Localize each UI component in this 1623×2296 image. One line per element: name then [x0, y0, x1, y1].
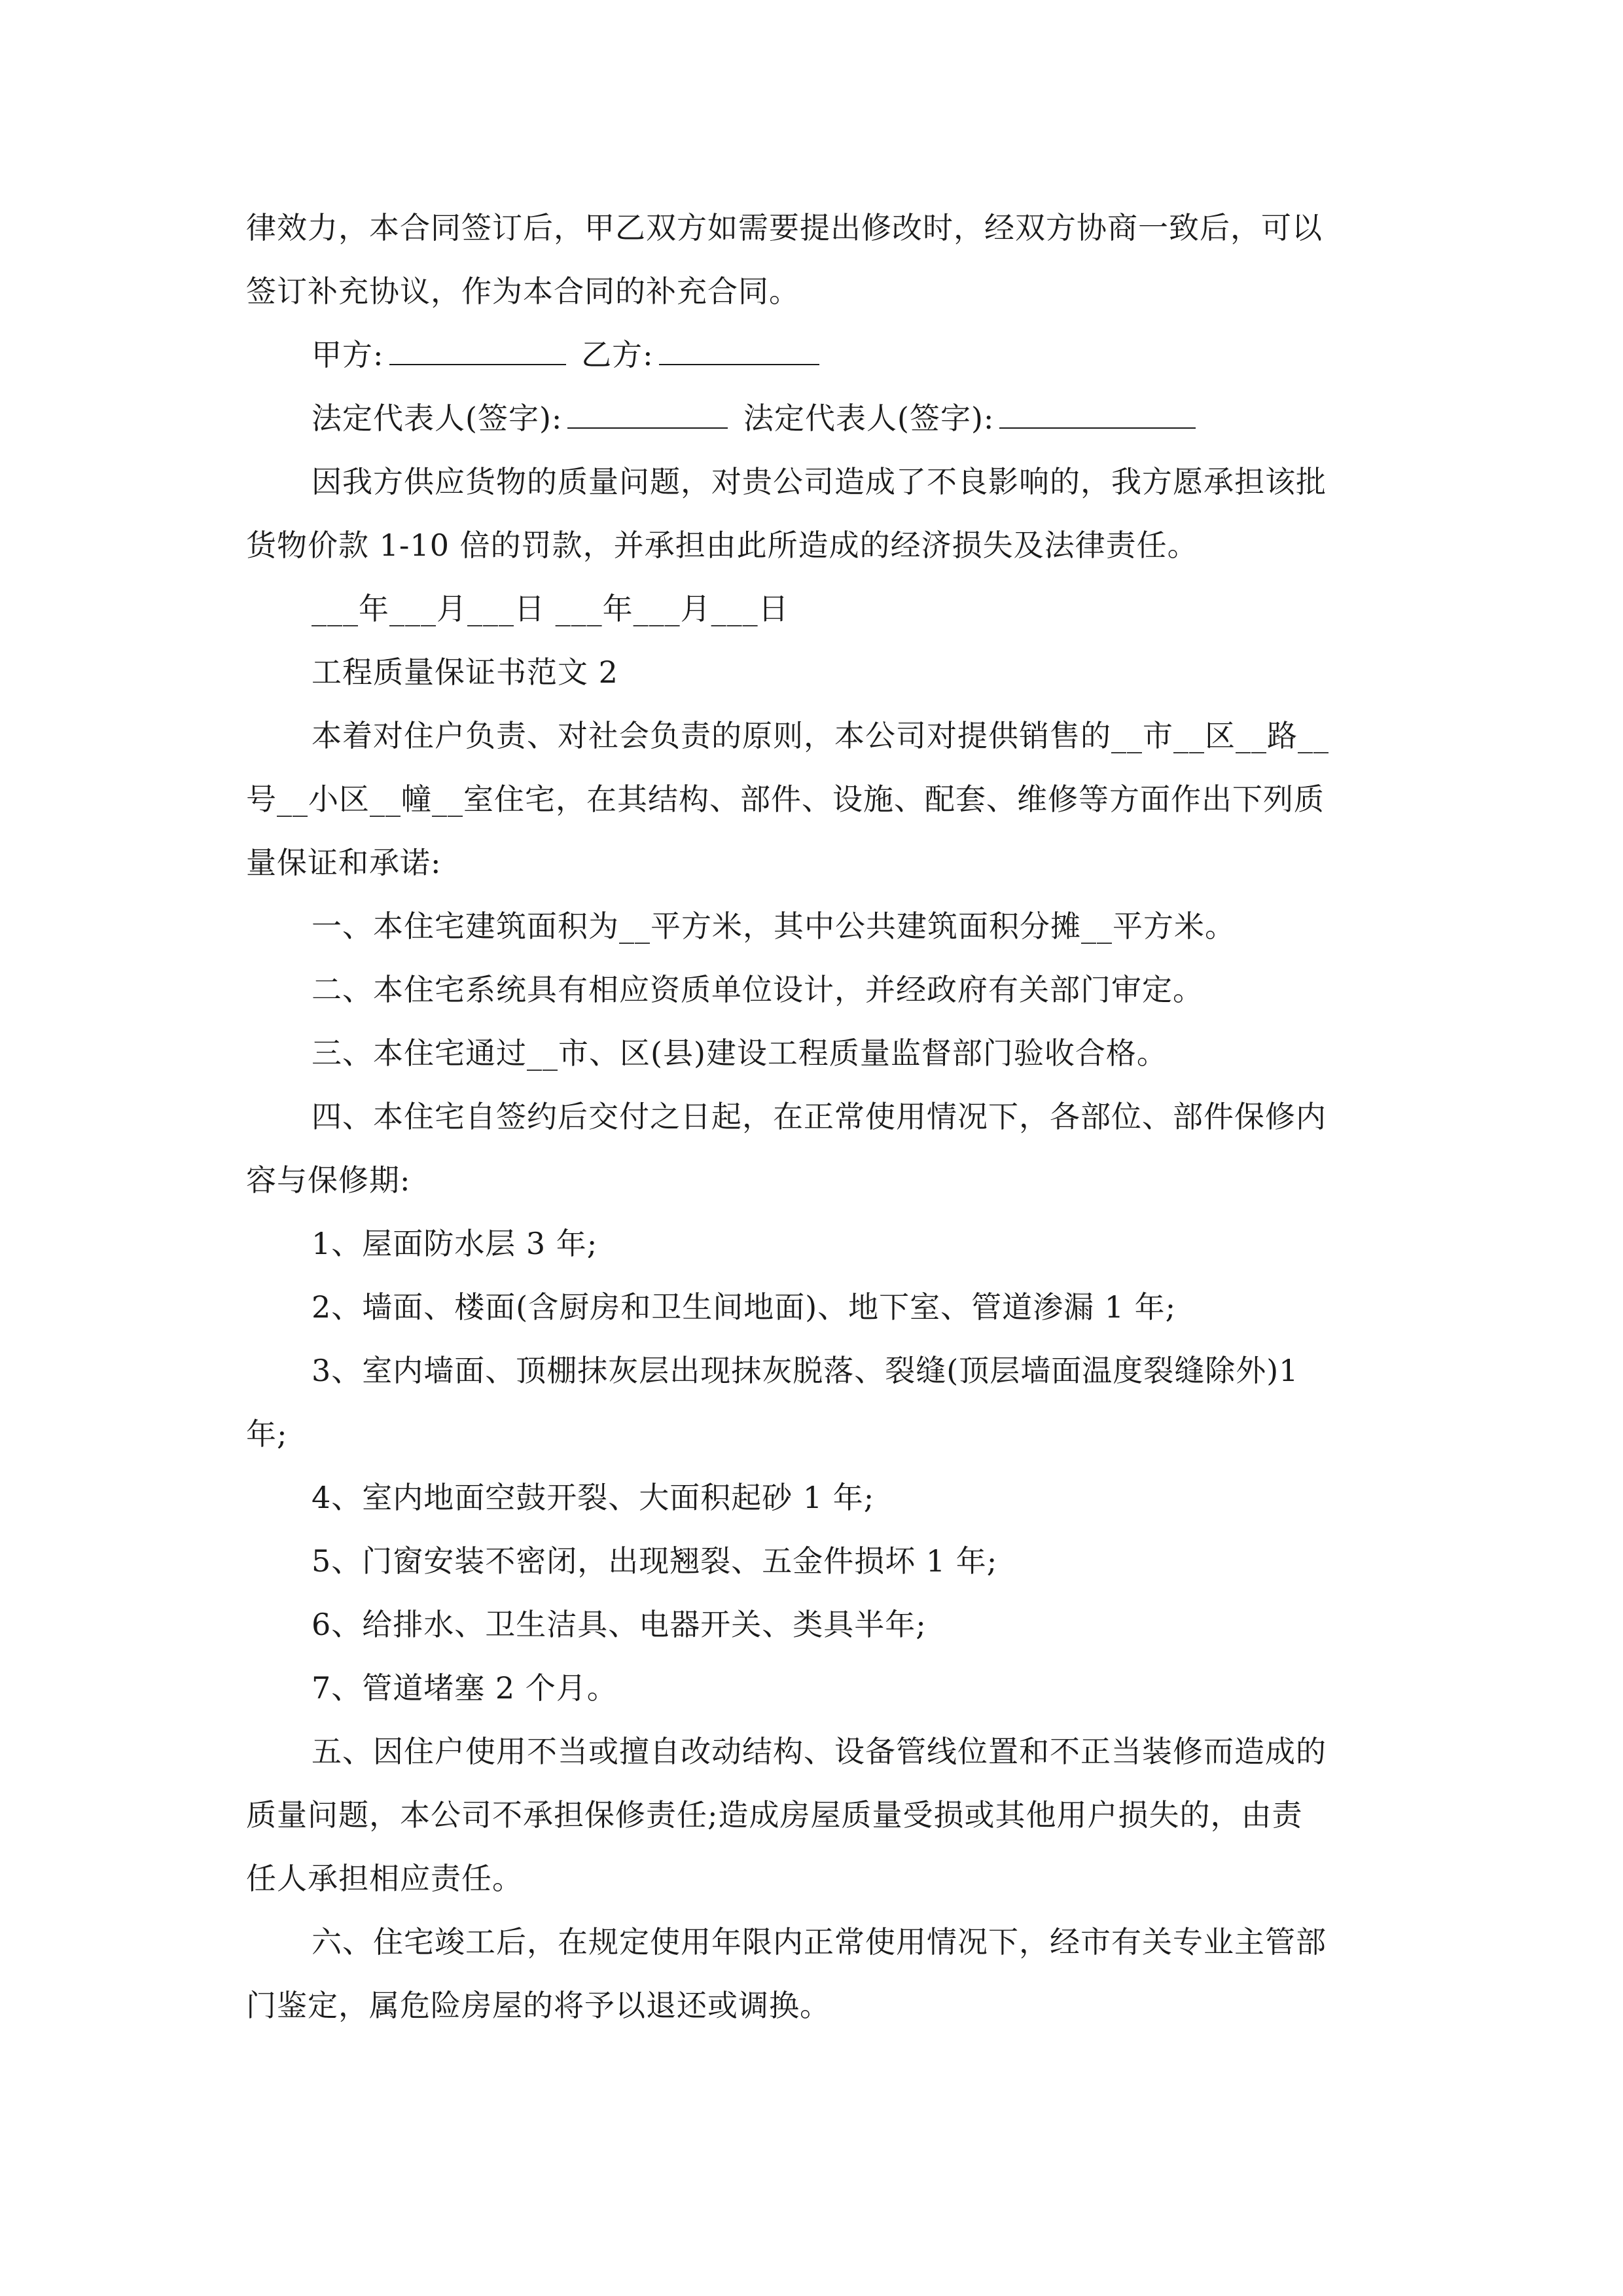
sub-list-item: 3、室内墙面、顶棚抹灰层出现抹灰脱落、裂缝(顶层墙面温度裂缝除外)1 [312, 1353, 1299, 1388]
sub-list-item: 1、屋面防水层 3 年; [312, 1226, 598, 1261]
sub-list-item: 6、给排水、卫生洁具、电器开关、类具半年; [312, 1607, 927, 1642]
party-a-blank [389, 334, 566, 365]
list-item-continued: 门鉴定，属危险房屋的将予以退还或调换。 [246, 1988, 830, 2023]
signature-rep-line [246, 387, 1378, 450]
list-item: 四、本住宅自签约后交付之日起，在正常使用情况下，各部位、部件保修内 [312, 1099, 1327, 1134]
list-item: 五、因住户使用不当或擅自改动结构、设备管线位置和不正当装修而造成的 [312, 1734, 1327, 1769]
paragraph-line: 律效力，本合同签订后，甲乙双方如需要提出修改时，经双方协商一致后，可以 [246, 210, 1323, 245]
list-item: 一、本住宅建筑面积为__平方米，其中公共建筑面积分摊__平方米。 [312, 908, 1236, 944]
sub-list-item-continued: 年; [246, 1416, 288, 1452]
signature-party-line [246, 323, 1378, 387]
list-item: 二、本住宅系统具有相应资质单位设计，并经政府有关部门审定。 [312, 972, 1204, 1007]
paragraph-line: 量保证和承诺: [246, 845, 442, 880]
rep-b-label: 法定代表人(签字): [743, 401, 995, 436]
paragraph-line: 货物价款 1-10 倍的罚款，并承担由此所造成的经济损失及法律责任。 [246, 528, 1198, 563]
rep-a-blank [567, 397, 728, 429]
sub-list-item: 2、墙面、楼面(含厨房和卫生间地面)、地下室、管道渗漏 1 年; [312, 1289, 1177, 1325]
rep-b-blank [999, 397, 1196, 429]
party-b-label: 乙方: [581, 337, 654, 372]
sub-list-item: 5、门窗安装不密闭，出现翘裂、五金件损坏 1 年; [312, 1543, 998, 1579]
document-body [246, 196, 1378, 2037]
party-b-blank [659, 334, 819, 365]
list-item: 三、本住宅通过__市、区(县)建设工程质量监督部门验收合格。 [312, 1035, 1168, 1071]
date-line: ___年___月___日 ___年___月___日 [312, 591, 789, 626]
paragraph-line: 号__小区__幢__室住宅，在其结构、部件、设施、配套、维修等方面作出下列质 [246, 781, 1325, 817]
section-title: 工程质量保证书范文 2 [312, 655, 618, 690]
list-item-continued: 任人承担相应责任。 [246, 1861, 523, 1896]
paragraph-line: 因我方供应货物的质量问题，对贵公司造成了不良影响的，我方愿承担该批 [312, 464, 1327, 499]
paragraph-line: 本着对住户负责、对社会负责的原则，本公司对提供销售的__市__区__路__ [312, 718, 1329, 753]
sub-list-item: 7、管道堵塞 2 个月。 [312, 1670, 618, 1706]
list-item-continued: 容与保修期: [246, 1162, 411, 1198]
sub-list-item: 4、室内地面空鼓开裂、大面积起砂 1 年; [312, 1480, 875, 1515]
party-a-label: 甲方: [312, 337, 384, 372]
paragraph-line: 签订补充协议，作为本合同的补充合同。 [246, 274, 800, 309]
list-item: 六、住宅竣工后，在规定使用年限内正常使用情况下，经市有关专业主管部 [312, 1924, 1327, 1960]
rep-a-label: 法定代表人(签字): [312, 401, 563, 436]
list-item-continued: 质量问题，本公司不承担保修责任;造成房屋质量受损或其他用户损失的，由责 [246, 1797, 1303, 1833]
